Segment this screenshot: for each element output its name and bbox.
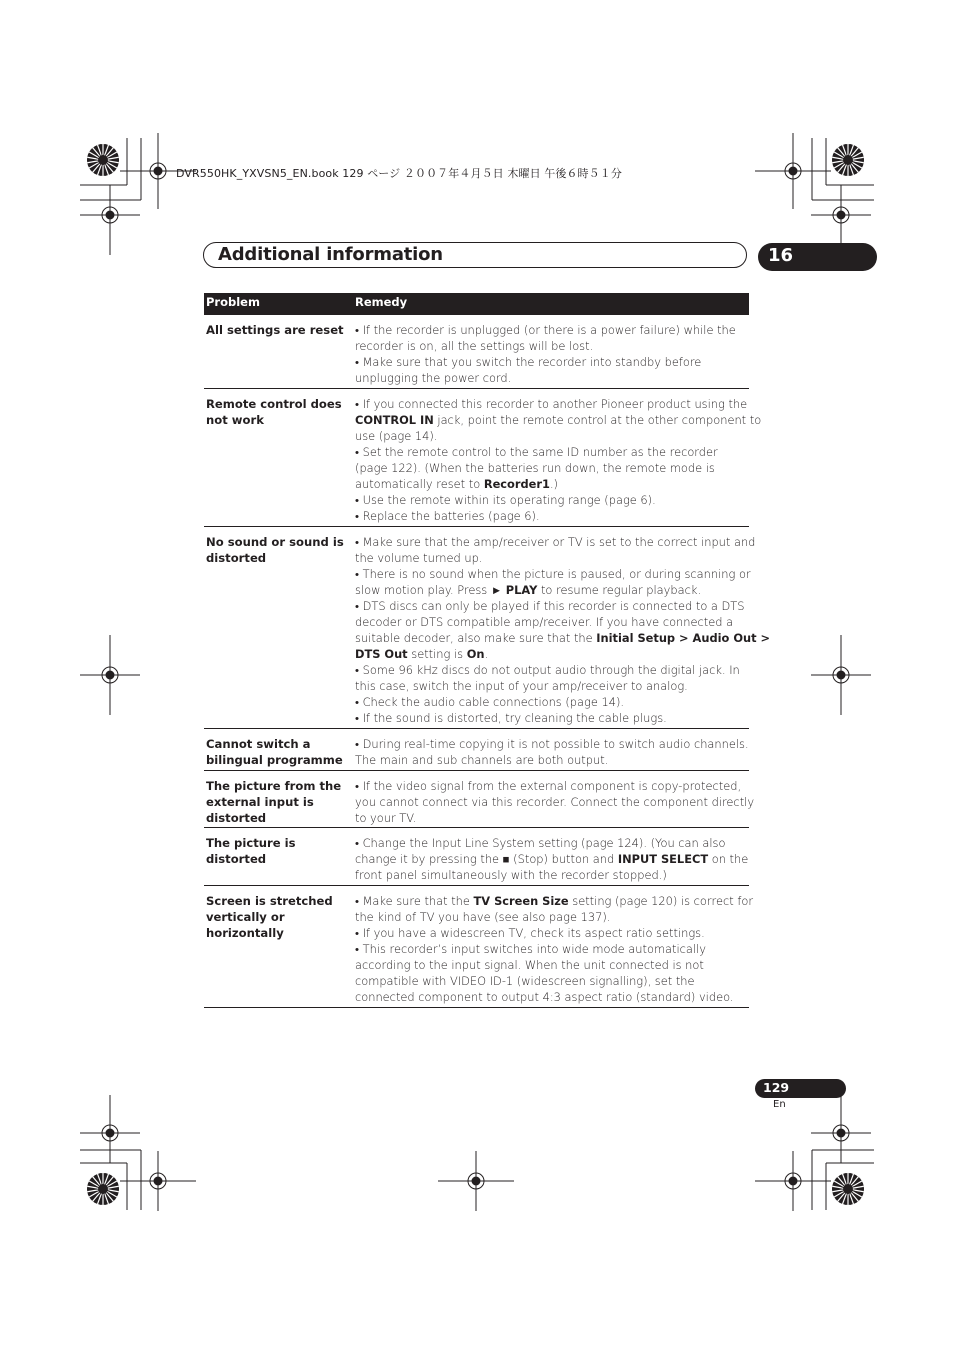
table-body (204, 315, 771, 1008)
section-header-bar (203, 242, 747, 268)
chapter-tab (758, 243, 877, 271)
registration-disc-icon (832, 1173, 864, 1205)
page-number: 129 (763, 1080, 790, 1095)
problem-line: not work (206, 413, 264, 427)
remedy-line: • If the recorder is unplugged (or there is a power failure) while the (355, 323, 736, 337)
remedy-line: • DTS discs can only be played if this recorder is connected to a DTS (355, 599, 745, 613)
problem-line: Screen is stretched (206, 894, 333, 908)
troubleshooting-table (204, 293, 771, 1008)
remedy-line: • Replace the batteries (page 6). (355, 509, 540, 523)
section-title: Additional information (218, 244, 443, 265)
problem-line: distorted (206, 811, 267, 825)
problem-cell (206, 396, 348, 428)
remedy-line: this case, switch the input of your amp/receiver to analog. (355, 679, 688, 693)
remedy-line: change it by pressing the ■ (Stop) button and INPUT SELECT on the (355, 852, 749, 866)
problem-cell (206, 736, 348, 768)
remedy-line: • Make sure that you switch the recorder into standby before (355, 355, 702, 369)
remedy-line: CONTROL IN jack, point the remote control at the other component to (355, 413, 762, 427)
chapter-number: 16 (768, 245, 794, 266)
remedy-line: decoder or DTS compatible amp/receiver. If you have connected a (355, 615, 734, 629)
problem-line: distorted (206, 551, 267, 565)
remedy-line: • Make sure that the amp/receiver or TV is set to the correct input and (355, 535, 756, 549)
problem-line: The picture is distorted (206, 836, 296, 866)
remedy-cell (355, 835, 749, 883)
remedy-line: you cannot connect via this recorder. Connect the component directly (355, 795, 755, 809)
problem-line: bilingual programme (206, 753, 343, 767)
table-row (204, 527, 771, 729)
remedy-line: slow motion play. Press ► PLAY to resume regular playback. (355, 583, 702, 597)
registration-disc-icon (832, 144, 864, 176)
page-number-tab (755, 1079, 846, 1098)
remedy-cell (355, 396, 762, 524)
table-row (204, 886, 754, 1008)
remedy-line: the kind of TV you have (see also page 137). (355, 910, 611, 924)
problem-cell (206, 835, 348, 867)
remedy-line: unplugging the power cord. (355, 371, 512, 385)
problem-line: external input is (206, 795, 314, 809)
remedy-cell (355, 893, 754, 1005)
remedy-line: • If you have a widescreen TV, check its aspect ratio settings. (355, 926, 705, 940)
table-row (204, 729, 749, 771)
remedy-line: • Check the audio cable connections (page 14). (355, 695, 625, 709)
remedy-line: recorder is on, all the settings will be lost. (355, 339, 594, 353)
table-row (204, 389, 762, 527)
remedy-line: • This recorder’s input switches into wide mode automatically (355, 942, 706, 956)
remedy-line: suitable decoder, also make sure that the Initial Setup > Audio Out > (355, 631, 771, 645)
print-book-line: DVR550HK_YXVSN5_EN.book 129 ページ ２００７年４月５日 木曜日 午後６時５１分 (176, 167, 622, 180)
remedy-cell (355, 778, 755, 826)
registration-disc-icon (87, 1173, 119, 1205)
remedy-line: • Use the remote within its operating range (page 6). (355, 493, 656, 507)
remedy-line: • Change the Input Line System setting (page 124). (You can also (355, 836, 726, 850)
problem-line: Cannot switch a (206, 737, 311, 751)
remedy-line: • Some 96 kHz discs do not output audio through the digital jack. In (355, 663, 740, 677)
table-header (204, 293, 749, 315)
remedy-line: The main and sub channels are both output. (355, 753, 609, 767)
language-code: En (773, 1099, 786, 1110)
remedy-cell (355, 322, 746, 386)
remedy-line: compatible with VIDEO ID-1 (widescreen signalling), set the (355, 974, 695, 988)
problem-line: The picture from the (206, 779, 342, 793)
problem-cell (206, 322, 348, 338)
problem-cell (206, 893, 348, 941)
remedy-cell (355, 736, 749, 768)
header-remedy: Remedy (355, 295, 408, 309)
header-problem: Problem (206, 295, 260, 309)
remedy-line: according to the input signal. When the unit connected is not (355, 958, 704, 972)
remedy-line: automatically reset to Recorder1.) (355, 477, 559, 491)
remedy-line: connected component to output 4:3 aspect ratio (standard) video. (355, 990, 734, 1004)
remedy-line: • If the video signal from the external component is copy-protected, (355, 779, 742, 793)
remedy-cell (355, 534, 771, 726)
registration-disc-icon (87, 144, 119, 176)
remedy-line: front panel simultaneously with the recorder stopped.) (355, 868, 667, 882)
problem-line: horizontally (206, 926, 284, 940)
table-row (204, 315, 749, 389)
problem-line: No sound or sound is (206, 535, 344, 549)
problem-line: Remote control does (206, 397, 342, 411)
table-row (204, 828, 749, 886)
remedy-line: • Make sure that the TV Screen Size setting (page 120) is correct for (355, 894, 754, 908)
problem-cell (206, 778, 348, 826)
remedy-line: to your TV. (355, 811, 417, 825)
problem-line: vertically or (206, 910, 285, 924)
remedy-line: • If the sound is distorted, try cleaning the cable plugs. (355, 711, 667, 725)
table-row (204, 771, 755, 828)
remedy-line: (page 122). (When the batteries run down, the remote mode is (355, 461, 715, 475)
remedy-line: • Set the remote control to the same ID number as the recorder (355, 445, 718, 459)
remedy-line: use (page 14). (355, 429, 438, 443)
problem-line: All settings are reset (206, 323, 344, 337)
remedy-line: • If you connected this recorder to another Pioneer product using the (355, 397, 748, 411)
remedy-line: • There is no sound when the picture is paused, or during scanning or (355, 567, 751, 581)
remedy-line: the volume turned up. (355, 551, 483, 565)
remedy-line: DTS Out setting is On. (355, 647, 489, 661)
remedy-line: • During real-time copying it is not possible to switch audio channels. (355, 737, 749, 751)
problem-cell (206, 534, 348, 566)
